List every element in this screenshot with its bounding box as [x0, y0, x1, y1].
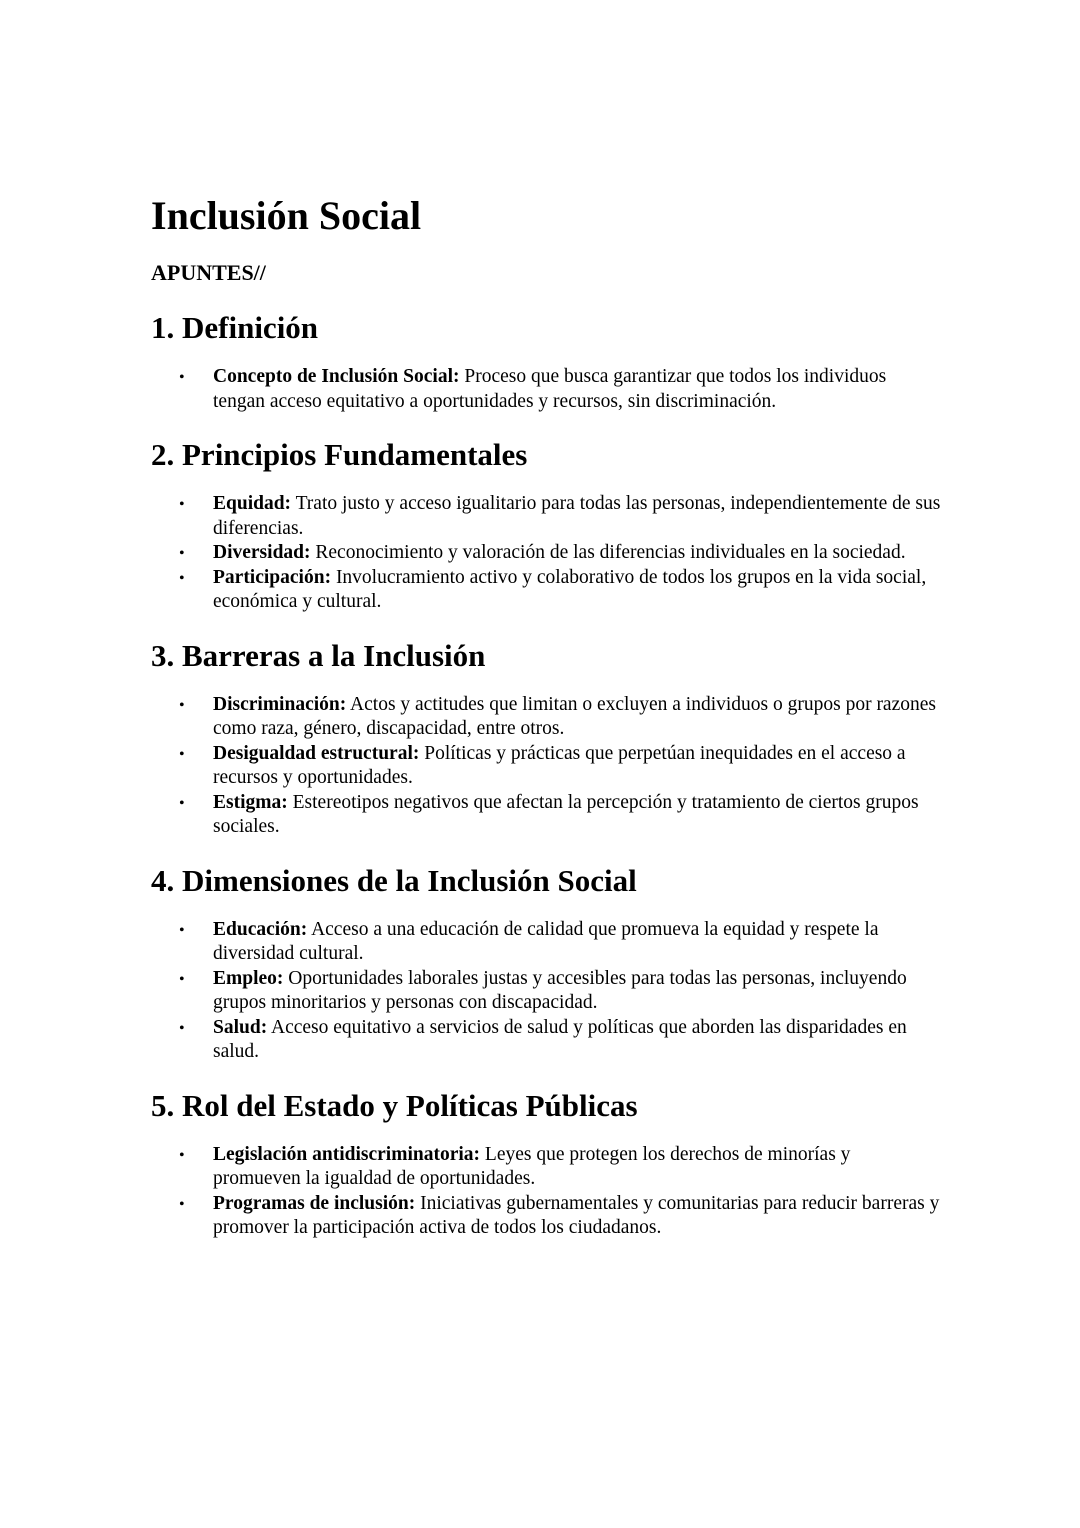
item-term: Legislación antidiscriminatoria: [213, 1143, 481, 1165]
bullet-list [151, 918, 941, 1065]
list-item [151, 693, 941, 742]
item-text: Leyes que protegen los derechos de minorías y promueven la igualdad de oportunidades. [213, 1143, 851, 1189]
bullet-icon: • [179, 569, 185, 587]
bullet-icon: • [179, 1146, 185, 1164]
item-term: Participación: [213, 566, 332, 588]
item-text: Proceso que busca garantizar que todos los individuos tengan acceso equitativo a oportunidades y recursos, sin discriminación. [213, 366, 887, 412]
bullet-icon: • [179, 921, 185, 939]
item-text: Involucramiento activo y colaborativo de todos los grupos en la vida social, económica y cultural. [213, 566, 927, 612]
bullet-icon: • [179, 1019, 185, 1037]
item-term: Desigualdad estructural: [213, 742, 420, 764]
item-term: Equidad: [213, 493, 292, 514]
item-term: Empleo: [213, 967, 284, 989]
list-item [151, 918, 941, 967]
item-text: Iniciativas gubernamentales y comunitarias para reducir barreras y promover la participación activa de todos los ciudadanos. [213, 1192, 940, 1238]
bullet-icon: • [179, 496, 185, 513]
item-text: Actos y actitudes que limitan o excluyen a individuos o grupos por razones como raza, género, discapacidad, entre otros. [213, 693, 936, 739]
bullet-icon: • [179, 1195, 185, 1213]
bullet-icon: • [179, 745, 185, 763]
list-item [151, 791, 941, 840]
list-item [151, 365, 941, 414]
document-page [151, 192, 941, 1241]
item-text: Reconocimiento y valoración de las diferencias individuales en la sociedad. [310, 542, 906, 563]
section-definicion [151, 309, 941, 414]
item-text: Trato justo y acceso igualitario para todas las personas, independientemente de sus diferencias. [213, 493, 941, 539]
document-title: Inclusión Social [151, 193, 422, 238]
bullet-icon: • [179, 696, 185, 714]
section-rol-estado [151, 1087, 941, 1241]
list-item [151, 967, 941, 1016]
bullet-icon: • [179, 545, 185, 562]
item-text: Políticas y prácticas que perpetúan inequidades en el acceso a recursos y oportunidades. [213, 742, 906, 788]
list-item [151, 1143, 941, 1192]
bullet-icon: • [179, 970, 185, 988]
section-dimensiones [151, 862, 941, 1065]
list-item [151, 1192, 941, 1241]
item-term: Educación: [213, 918, 308, 940]
bullet-list [151, 492, 941, 615]
list-item [151, 492, 941, 541]
section-heading: 4. Dimensiones de la Inclusión Social [151, 862, 637, 898]
document-subtitle: APUNTES// [151, 260, 266, 285]
bullet-list [151, 693, 941, 840]
section-principios [151, 436, 941, 615]
item-text: Acceso equitativo a servicios de salud y políticas que aborden las disparidades en salud. [213, 1016, 907, 1062]
list-item [151, 566, 941, 615]
bullet-list [151, 1143, 941, 1241]
bullet-icon: • [179, 369, 185, 386]
item-term: Diversidad: [213, 542, 311, 563]
item-text: Estereotipos negativos que afectan la percepción y tratamiento de ciertos grupos sociales. [213, 791, 919, 837]
list-item [151, 541, 941, 566]
bullet-list [151, 365, 941, 414]
section-heading: 1. Definición [151, 310, 319, 345]
section-heading: 5. Rol del Estado y Políticas Públicas [151, 1087, 638, 1123]
bullet-icon: • [179, 794, 185, 812]
item-term: Discriminación: [213, 693, 347, 715]
section-heading: 2. Principios Fundamentales [151, 437, 528, 472]
item-text: Acceso a una educación de calidad que promueva la equidad y respete la diversidad cultural. [213, 918, 879, 964]
item-term: Salud: [213, 1016, 268, 1038]
item-term: Estigma: [213, 791, 288, 813]
section-heading: 3. Barreras a la Inclusión [151, 637, 486, 673]
item-term: Concepto de Inclusión Social: [213, 366, 460, 387]
section-barreras [151, 637, 941, 840]
item-text: Oportunidades laborales justas y accesibles para todas las personas, incluyendo grupos minoritarios y personas con discapacidad. [213, 967, 907, 1013]
list-item [151, 742, 941, 791]
item-term: Programas de inclusión: [213, 1192, 416, 1214]
list-item [151, 1016, 941, 1065]
